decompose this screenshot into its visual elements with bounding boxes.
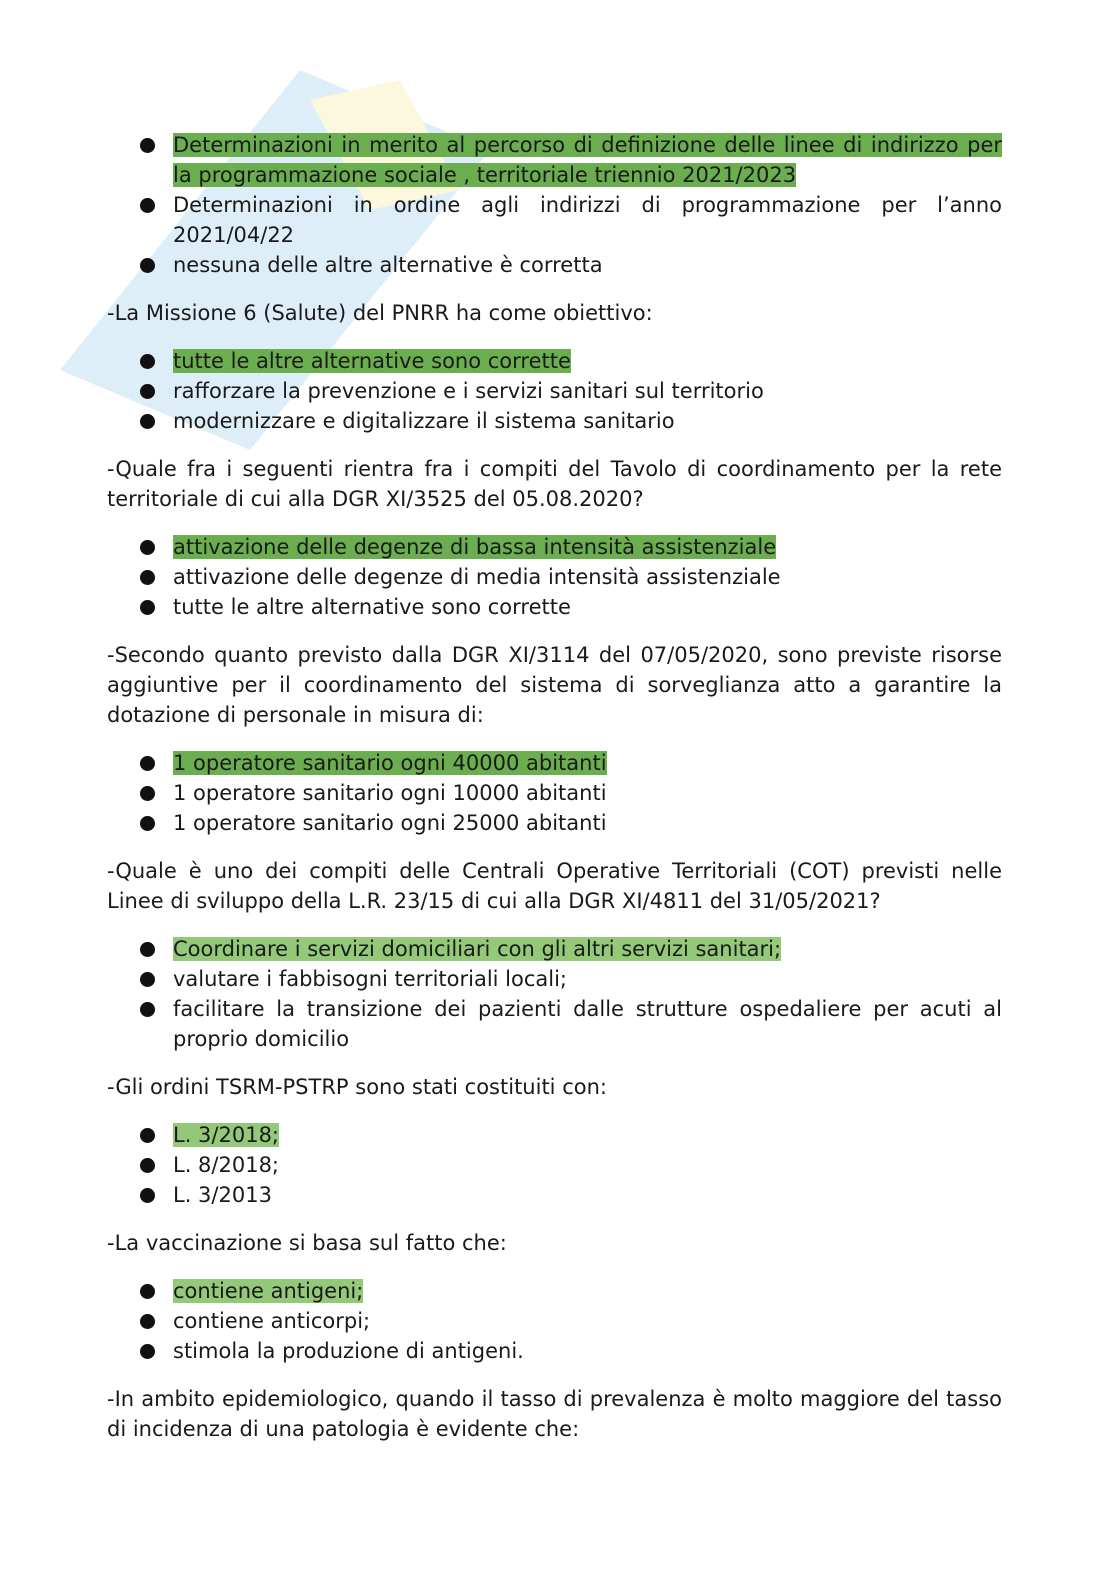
question-6: -La vaccinazione si basa sul fatto che: [107,1231,507,1255]
question-5: -Gli ordini TSRM-PSTRP sono stati costituiti con: [107,1075,607,1099]
option-text: facilitare la transizione dei pazienti dalle strutture ospedaliere per acuti al proprio domicilio [173,997,1002,1051]
list-item [173,1180,1002,1210]
question-1: -La Missione 6 (Salute) del PNRR ha come obiettivo: [107,301,653,325]
list-item [173,994,1002,1054]
option-text: 1 operatore sanitario ogni 10000 abitanti [173,781,607,805]
question-1-options [107,346,1002,436]
list-item [173,934,1002,964]
question-3: -Secondo quanto previsto dalla DGR XI/3114 del 07/05/2020, sono previste risorse aggiuntive per il coordinamento del sistema di sorveglianza atto a garantire la dotazione di personale in misura di: [107,643,1002,727]
list-item [173,778,1002,808]
list-item [173,1276,1002,1306]
list-item [173,346,1002,376]
list-item [173,1336,1002,1366]
option-text: L. 8/2018; [173,1153,280,1177]
option-text: attivazione delle degenze di media intensità assistenziale [173,565,781,589]
top-option-1 [173,130,1002,190]
question-6-options [107,1276,1002,1366]
option-text: stimola la produzione di antigeni. [173,1339,524,1363]
top-option-3 [173,250,1002,280]
list-item [173,1120,1002,1150]
top-option-1-text: Determinazioni in merito al percorso di definizione delle linee di indirizzo per la programmazione sociale , territoriale triennio 2021/2023 [173,133,1002,187]
option-text: contiene antigeni; [173,1279,364,1303]
option-text: attivazione delle degenze di bassa intensità assistenziale [173,535,777,559]
option-text: L. 3/2013 [173,1183,272,1207]
question-2: -Quale fra i seguenti rientra fra i compiti del Tavolo di coordinamento per la rete territoriale di cui alla DGR XI/3525 del 05.08.2020? [107,457,1002,511]
question-5-options [107,1120,1002,1210]
list-item [173,562,1002,592]
list-item [173,1306,1002,1336]
document-page [107,130,1002,1462]
list-item [173,376,1002,406]
list-item [173,532,1002,562]
option-text: contiene anticorpi; [173,1309,371,1333]
option-text: tutte le altre alternative sono corrette [173,595,571,619]
option-text: valutare i fabbisogni territoriali locali; [173,967,568,991]
option-text: 1 operatore sanitario ogni 25000 abitanti [173,811,607,835]
list-item [173,1150,1002,1180]
top-options-list [107,130,1002,280]
option-text: L. 3/2018; [173,1123,280,1147]
list-item [173,748,1002,778]
top-option-2 [173,190,1002,250]
list-item [173,808,1002,838]
option-text: Coordinare i servizi domiciliari con gli altri servizi sanitari; [173,937,782,961]
option-text: 1 operatore sanitario ogni 40000 abitanti [173,751,607,775]
question-4-options [107,934,1002,1054]
list-item [173,406,1002,436]
top-option-3-text: nessuna delle altre alternative è corretta [173,253,603,277]
question-7: -In ambito epidemiologico, quando il tasso di prevalenza è molto maggiore del tasso di incidenza di una patologia è evidente che: [107,1387,1002,1441]
list-item [173,592,1002,622]
top-option-2-text: Determinazioni in ordine agli indirizzi di programmazione per l’anno 2021/04/22 [173,193,1002,247]
option-text: tutte le altre alternative sono corrette [173,349,571,373]
question-3-options [107,748,1002,838]
list-item [173,964,1002,994]
question-4: -Quale è uno dei compiti delle Centrali Operative Territoriali (COT) previsti nelle Linee di sviluppo della L.R. 23/15 di cui alla DGR XI/4811 del 31/05/2021? [107,859,1002,913]
question-2-options [107,532,1002,622]
option-text: rafforzare la prevenzione e i servizi sanitari sul territorio [173,379,764,403]
option-text: modernizzare e digitalizzare il sistema sanitario [173,409,675,433]
